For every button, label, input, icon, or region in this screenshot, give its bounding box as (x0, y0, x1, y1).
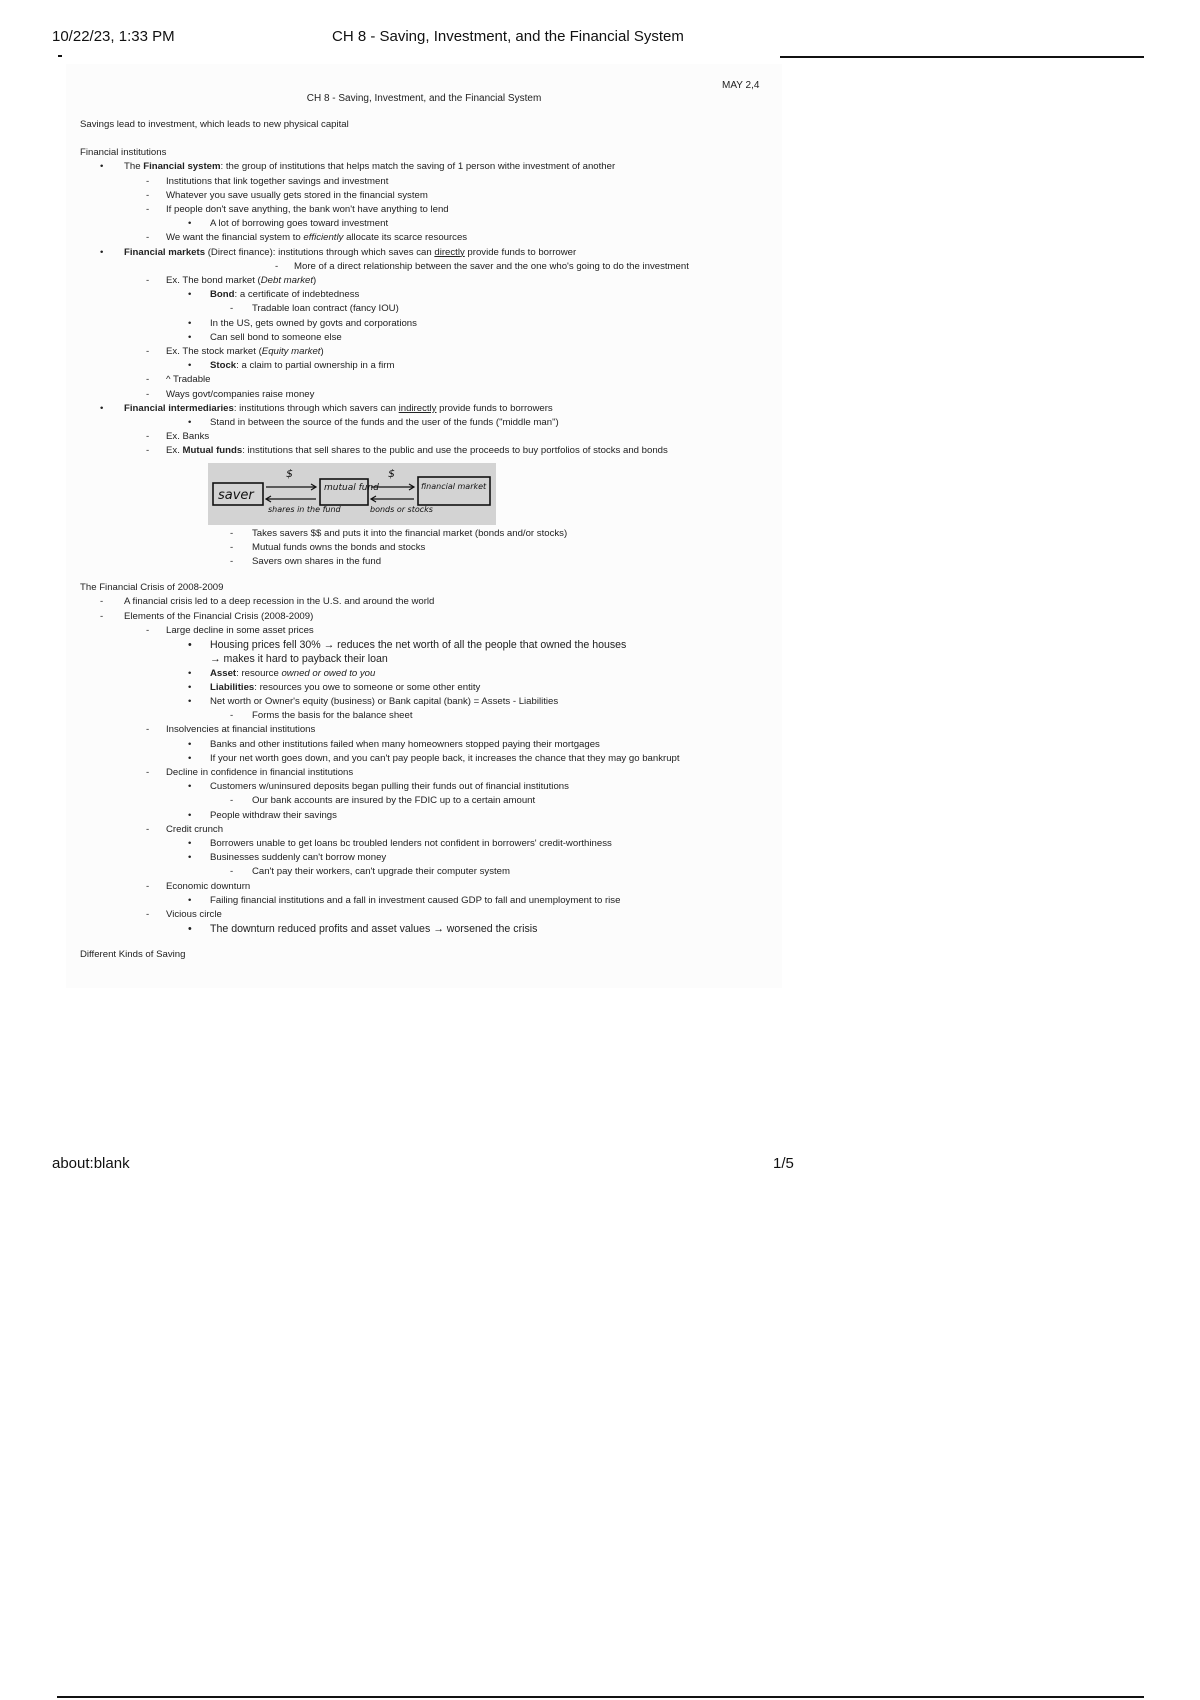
list-item: • Stand in between the source of the funds and the user of the funds ("middle man") (188, 417, 559, 429)
list-item: - Insolvencies at financial institutions (146, 724, 316, 736)
intro-line: Savings lead to investment, which leads to new physical capital (80, 119, 349, 130)
list-item: - Elements of the Financial Crisis (2008-2009) (100, 610, 314, 622)
list-item: - Our bank accounts are insured by the FDIC up to a certain amount (230, 795, 536, 807)
list-item: • Net worth or Owner's equity (business) or Bank capital (bank) = Assets - Liabilities (188, 695, 559, 707)
list-item: - Takes savers $$ and puts it into the financial market (bonds and/or stocks) (230, 527, 568, 539)
list-item: • Financial markets (Direct finance): institutions through which saves can directly provide funds to borrower (100, 246, 577, 258)
list-item: • In the US, gets owned by govts and corporations (188, 317, 417, 329)
list-item: - ^ Tradable (146, 374, 211, 386)
section-heading-institutions: Financial institutions (80, 147, 167, 159)
list-item: • Bond: a certificate of indebtedness (188, 289, 360, 301)
dollar-label-1: $ (286, 466, 293, 480)
list-item: - Forms the basis for the balance sheet (230, 710, 413, 722)
list-item: - Tradable loan contract (fancy IOU) (230, 303, 399, 315)
list-item: → makes it hard to payback their loan (210, 653, 388, 666)
list-item: - We want the financial system to efficiently allocate its scarce resources (146, 232, 468, 244)
list-item: - A financial crisis led to a deep recession in the U.S. and around the world (100, 596, 435, 608)
list-item: - Whatever you save usually gets stored in the financial system (146, 189, 428, 201)
list-item: • Financial intermediaries: institutions through which savers can indirectly provide funds to borrowers (100, 402, 553, 414)
header-tick (58, 55, 62, 57)
list-item: • Stock: a claim to partial ownership in a firm (188, 360, 395, 372)
list-item: - Mutual funds owns the bonds and stocks (230, 541, 426, 553)
list-item: - Decline in confidence in financial institutions (146, 766, 354, 778)
market-label: financial market (421, 481, 487, 491)
list-item: • Banks and other institutions failed when many homeowners stopped paying their mortgages (188, 738, 600, 750)
list-item: - Credit crunch (146, 823, 224, 835)
list-item: • Businesses suddenly can't borrow money (188, 852, 387, 864)
list-item: - Vicious circle (146, 908, 222, 920)
footer-rule (57, 1696, 1144, 1698)
saver-label: saver (218, 487, 254, 503)
list-item: - Ex. Banks (146, 431, 210, 443)
list-item: - Large decline in some asset prices (146, 624, 314, 636)
list-item: • Housing prices fell 30% → reduces the net worth of all the people that owned the houses (188, 639, 627, 652)
list-item: - Institutions that link together savings and investment (146, 175, 389, 187)
print-header-title: CH 8 - Saving, Investment, and the Financial System (332, 28, 684, 45)
header-rule (780, 56, 1144, 58)
list-item: - Ways govt/companies raise money (146, 388, 315, 400)
print-footer-url: about:blank (52, 1155, 130, 1172)
list-item: • Can sell bond to someone else (188, 331, 342, 343)
list-item: - Economic downturn (146, 880, 251, 892)
list-item: • Liabilities: resources you owe to someone or some other entity (188, 681, 481, 693)
list-item: - More of a direct relationship between the saver and the one who's going to do the investment (275, 260, 689, 272)
list-item: • Failing financial institutions and a fall in investment caused GDP to fall and unemployment to rise (188, 894, 621, 906)
list-item: - Ex. The stock market (Equity market) (146, 346, 324, 358)
list-item: - Can't pay their workers, can't upgrade their computer system (230, 866, 511, 878)
document-body (80, 118, 780, 963)
section-heading-saving: Different Kinds of Saving (80, 949, 186, 961)
list-item: • The Financial system: the group of institutions that helps match the saving of 1 person withe investment of another (100, 161, 616, 173)
shares-label: shares in the fund (268, 504, 341, 514)
list-item: - If people don't save anything, the bank won't have anything to lend (146, 204, 449, 216)
fund-label: mutual fund (324, 482, 379, 493)
list-item: • Asset: resource owned or owed to you (188, 667, 376, 679)
list-item: - Ex. The bond market (Debt market) (146, 275, 317, 287)
mutual-fund-diagram (208, 463, 496, 525)
date-mark: MAY 2,4 (722, 80, 760, 91)
list-item: • The downturn reduced profits and asset values → worsened the crisis (188, 923, 538, 936)
list-item: • Customers w/uninsured deposits began pulling their funds out of financial institutions (188, 781, 569, 793)
list-item: - Savers own shares in the fund (230, 556, 382, 568)
section-heading-crisis: The Financial Crisis of 2008-2009 (80, 582, 224, 594)
print-datetime: 10/22/23, 1:33 PM (52, 28, 175, 45)
list-item: • People withdraw their savings (188, 809, 337, 821)
list-item: • If your net worth goes down, and you can't pay people back, it increases the chance that they may go bankrupt (188, 752, 680, 764)
document-title: CH 8 - Saving, Investment, and the Financial System (306, 93, 542, 104)
diagram-drawing (208, 463, 496, 525)
bonds-label: bonds or stocks (370, 504, 433, 514)
list-item: • Borrowers unable to get loans bc troubled lenders not confident in borrowers' credit-worthiness (188, 837, 612, 849)
dollar-label-2: $ (388, 466, 395, 480)
page-number: 1/5 (773, 1155, 794, 1172)
list-item: • A lot of borrowing goes toward investment (188, 218, 389, 230)
list-item: - Ex. Mutual funds: institutions that sell shares to the public and use the proceeds to buy portfolios of stocks and bonds (146, 445, 668, 457)
